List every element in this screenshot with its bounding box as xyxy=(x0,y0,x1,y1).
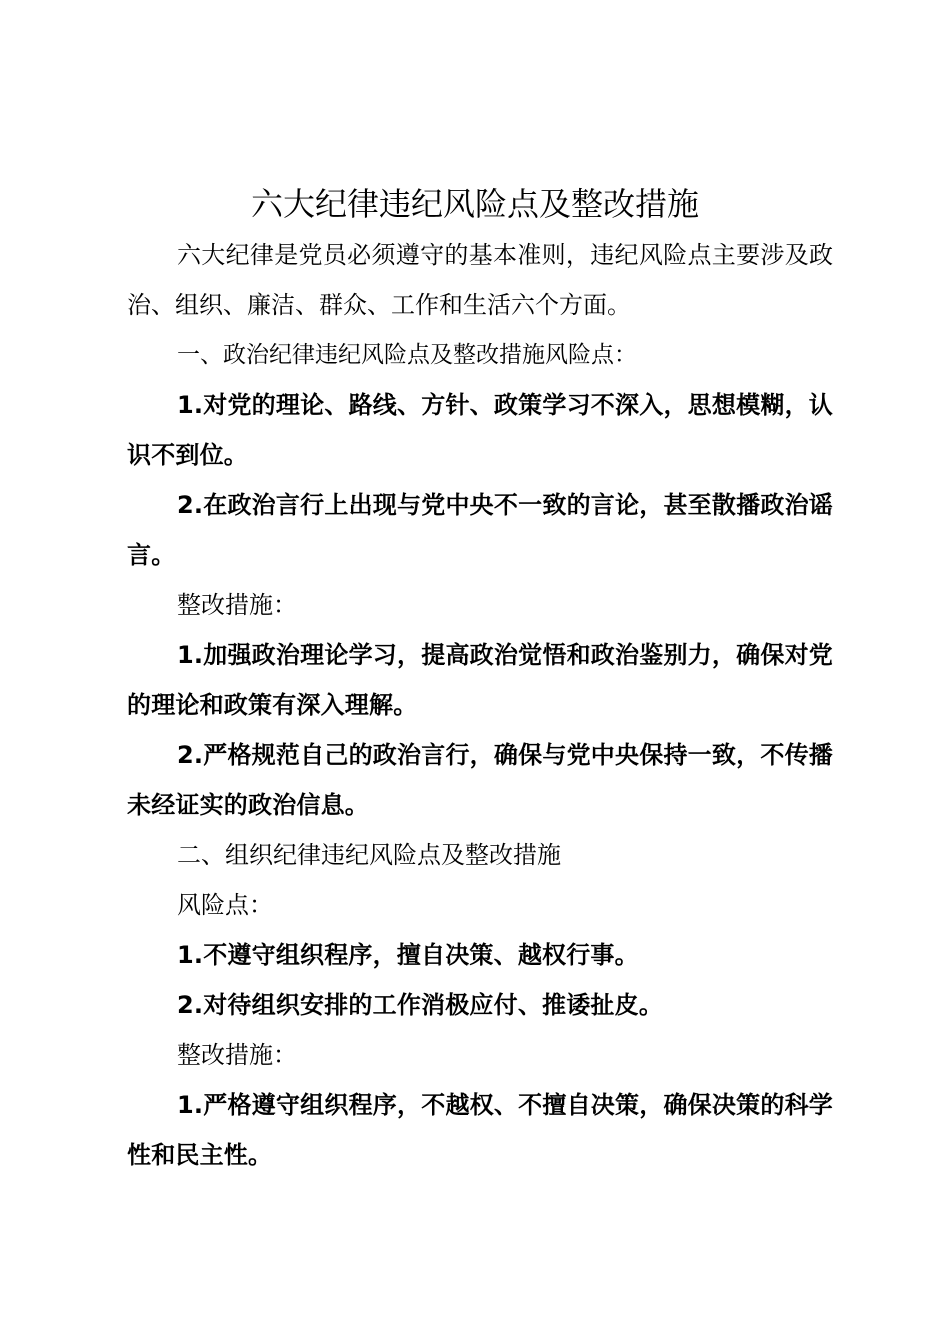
risk-item: 1.对党的理论、路线、方针、政策学习不深入，思想模糊，认识不到位。 xyxy=(127,391,833,469)
measure-item: 1.加强政治理论学习，提高政治觉悟和政治鉴别力，确保对党的理论和政策有深入理解。 xyxy=(127,641,833,719)
section-heading-political: 一、政治纪律违纪风险点及整改措施风险点： xyxy=(177,342,637,368)
subheading-measures: 整改措施： xyxy=(177,1041,297,1069)
measure-item: 1.严格遵守组织程序，不越权、不擅自决策，确保决策的科学性和民主性。 xyxy=(127,1091,833,1169)
document-body xyxy=(127,230,833,1180)
paragraph-intro: 六大纪律是党员必须遵守的基本准则，违纪风险点主要涉及政治、组织、廉洁、群众、工作和生活六个方面。 xyxy=(127,241,833,319)
measure-item: 2.严格规范自己的政治言行，确保与党中央保持一致，不传播未经证实的政治信息。 xyxy=(127,741,833,819)
subheading-measures: 整改措施： xyxy=(177,591,297,619)
document-title: 六大纪律违纪风险点及整改措施 xyxy=(250,185,699,223)
section-heading-organization: 二、组织纪律违纪风险点及整改措施 xyxy=(177,841,561,869)
subheading-risks: 风险点： xyxy=(177,891,273,919)
risk-item: 1.不遵守组织程序，擅自决策、越权行事。 xyxy=(177,941,639,969)
risk-item: 2.在政治言行上出现与党中央不一致的言论，甚至散播政治谣言。 xyxy=(127,491,833,569)
risk-item: 2.对待组织安排的工作消极应付、推诿扯皮。 xyxy=(177,991,664,1019)
